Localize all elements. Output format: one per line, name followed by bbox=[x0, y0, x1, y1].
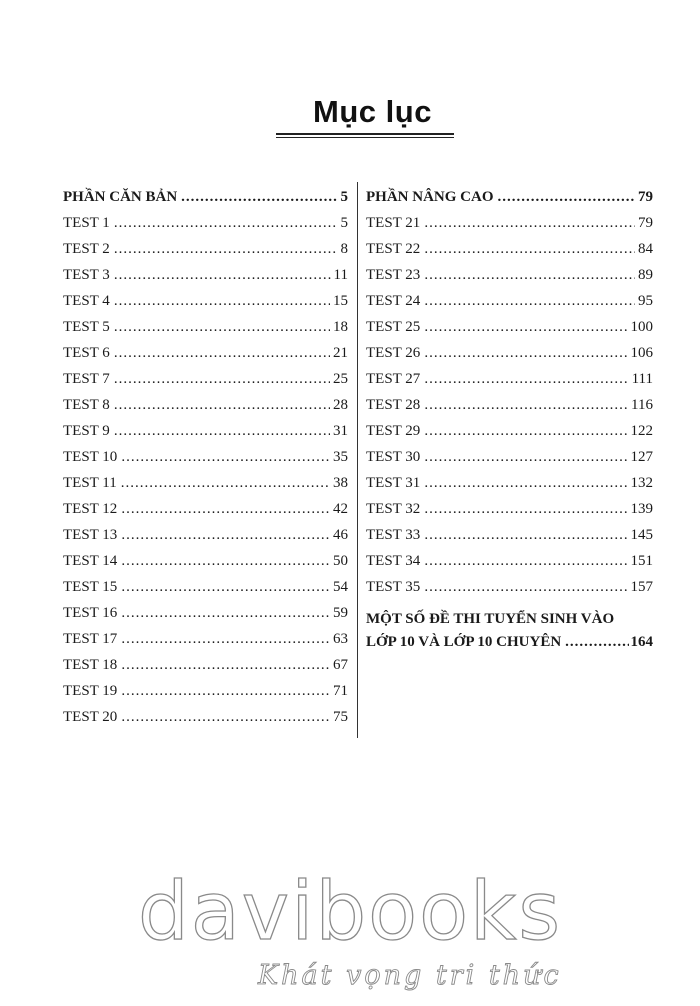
dot-leader bbox=[424, 262, 635, 288]
dot-leader bbox=[498, 184, 636, 210]
toc-right-column bbox=[366, 184, 653, 654]
page-number: 164 bbox=[630, 634, 653, 650]
dot-leader bbox=[424, 288, 635, 314]
toc-entry-label: TEST 14 bbox=[63, 553, 118, 569]
toc-entry-label: TEST 24 bbox=[366, 293, 421, 309]
toc-entry[interactable] bbox=[366, 288, 653, 314]
dot-leader bbox=[114, 288, 330, 314]
dot-leader bbox=[565, 631, 628, 654]
toc-entry-label: TEST 20 bbox=[63, 709, 118, 725]
dot-leader bbox=[121, 574, 330, 600]
page-number: 59 bbox=[333, 605, 348, 621]
toc-entry[interactable] bbox=[63, 340, 348, 366]
dot-leader bbox=[114, 314, 330, 340]
toc-entry-label: TEST 23 bbox=[366, 267, 421, 283]
dot-leader bbox=[424, 548, 627, 574]
page-number: 111 bbox=[631, 371, 653, 387]
toc-entry-label: TEST 8 bbox=[63, 397, 110, 413]
toc-left-column bbox=[63, 184, 348, 730]
toc-entry-label: TEST 32 bbox=[366, 501, 421, 517]
toc-entry-label: TEST 26 bbox=[366, 345, 421, 361]
toc-entry-label: TEST 11 bbox=[63, 475, 117, 491]
toc-entry[interactable] bbox=[366, 574, 653, 600]
page-title: Mục lục bbox=[313, 94, 432, 129]
toc-entry[interactable] bbox=[366, 392, 653, 418]
dot-leader bbox=[114, 210, 338, 236]
dot-leader bbox=[121, 548, 330, 574]
toc-entry[interactable] bbox=[63, 314, 348, 340]
toc-entry[interactable] bbox=[366, 470, 653, 496]
page-number: 5 bbox=[340, 215, 348, 231]
toc-entry[interactable] bbox=[63, 210, 348, 236]
toc-entry-label: TEST 2 bbox=[63, 241, 110, 257]
dot-leader bbox=[121, 626, 330, 652]
page-number: 157 bbox=[630, 579, 653, 595]
toc-entry[interactable] bbox=[63, 470, 348, 496]
toc-entry[interactable] bbox=[366, 548, 653, 574]
dot-leader bbox=[424, 210, 635, 236]
toc-entry-label: TEST 4 bbox=[63, 293, 110, 309]
publisher-logo-text: davibooks bbox=[137, 865, 563, 958]
column-divider bbox=[357, 182, 358, 738]
dot-leader bbox=[114, 262, 331, 288]
page-number: 79 bbox=[638, 189, 653, 205]
dot-leader bbox=[424, 236, 635, 262]
toc-entry[interactable] bbox=[63, 262, 348, 288]
toc-entry[interactable] bbox=[63, 366, 348, 392]
page-number: 63 bbox=[333, 631, 348, 647]
section-heading-label: PHẦN CĂN BẢN bbox=[63, 189, 178, 205]
page-number: 75 bbox=[333, 709, 348, 725]
page-number: 28 bbox=[333, 397, 348, 413]
dot-leader bbox=[114, 392, 330, 418]
toc-entry[interactable] bbox=[366, 444, 653, 470]
page-number: 139 bbox=[630, 501, 653, 517]
dot-leader bbox=[424, 366, 628, 392]
toc-entry-label: TEST 1 bbox=[63, 215, 110, 231]
toc-entry[interactable] bbox=[63, 652, 348, 678]
section-heading-basic[interactable] bbox=[63, 184, 348, 210]
page-number: 132 bbox=[630, 475, 653, 491]
page-number: 100 bbox=[630, 319, 653, 335]
dot-leader bbox=[114, 418, 330, 444]
dot-leader bbox=[121, 678, 330, 704]
page-number: 46 bbox=[333, 527, 348, 543]
dot-leader bbox=[424, 522, 627, 548]
toc-entry-label: TEST 33 bbox=[366, 527, 421, 543]
dot-leader bbox=[114, 366, 330, 392]
toc-entry-label: TEST 31 bbox=[366, 475, 421, 491]
toc-entry-label: TEST 34 bbox=[366, 553, 421, 569]
section-heading-label: PHẦN NÂNG CAO bbox=[366, 189, 494, 205]
dot-leader bbox=[424, 418, 627, 444]
title-underline bbox=[276, 133, 454, 135]
toc-entry[interactable] bbox=[63, 574, 348, 600]
page-number: 84 bbox=[638, 241, 653, 257]
dot-leader bbox=[121, 496, 330, 522]
entrance-exams-title-line1: MỘT SỐ ĐỀ THI TUYỂN SINH VÀO bbox=[366, 611, 615, 627]
page-number: 122 bbox=[630, 423, 653, 439]
toc-entry[interactable] bbox=[366, 496, 653, 522]
dot-leader bbox=[121, 470, 330, 496]
toc-entry[interactable] bbox=[366, 210, 653, 236]
toc-entry-label: TEST 5 bbox=[63, 319, 110, 335]
page-number: 79 bbox=[638, 215, 653, 231]
page-number: 38 bbox=[333, 475, 348, 491]
page-number: 31 bbox=[333, 423, 348, 439]
toc-entry[interactable] bbox=[63, 288, 348, 314]
toc-entry-label: TEST 28 bbox=[366, 397, 421, 413]
toc-entry-label: TEST 29 bbox=[366, 423, 421, 439]
toc-entry[interactable] bbox=[366, 366, 653, 392]
entrance-exams-title-line2: LỚP 10 VÀ LỚP 10 CHUYÊN bbox=[366, 634, 562, 650]
dot-leader bbox=[424, 574, 627, 600]
page-number: 42 bbox=[333, 501, 348, 517]
toc-entry-label: TEST 35 bbox=[366, 579, 421, 595]
dot-leader bbox=[121, 652, 330, 678]
toc-entry[interactable] bbox=[366, 418, 653, 444]
toc-entry[interactable] bbox=[63, 392, 348, 418]
dot-leader bbox=[424, 470, 627, 496]
toc-entry-label: TEST 10 bbox=[63, 449, 118, 465]
section-heading-advanced[interactable] bbox=[366, 184, 653, 210]
title-underline-thin bbox=[276, 137, 454, 138]
dot-leader bbox=[424, 392, 628, 418]
toc-entry[interactable] bbox=[63, 626, 348, 652]
toc-entry-label: TEST 21 bbox=[366, 215, 421, 231]
dot-leader bbox=[424, 444, 627, 470]
toc-entry-label: TEST 13 bbox=[63, 527, 118, 543]
page-number: 18 bbox=[333, 319, 348, 335]
toc-entry[interactable] bbox=[63, 496, 348, 522]
page-number: 50 bbox=[333, 553, 348, 569]
toc-entry-label: TEST 7 bbox=[63, 371, 110, 387]
toc-entry[interactable] bbox=[63, 418, 348, 444]
dot-leader bbox=[181, 184, 337, 210]
dot-leader bbox=[121, 444, 330, 470]
page-number: 8 bbox=[340, 241, 348, 257]
toc-entry-label: TEST 27 bbox=[366, 371, 421, 387]
toc-entry[interactable] bbox=[63, 444, 348, 470]
toc-entry[interactable] bbox=[63, 678, 348, 704]
toc-entry-label: TEST 15 bbox=[63, 579, 118, 595]
dot-leader bbox=[121, 522, 330, 548]
page-number: 71 bbox=[333, 683, 348, 699]
toc-entry[interactable] bbox=[63, 236, 348, 262]
page-number: 145 bbox=[630, 527, 653, 543]
toc-entry-entrance-exams[interactable] bbox=[366, 608, 653, 654]
toc-entry-label: TEST 25 bbox=[366, 319, 421, 335]
toc-entry-label: TEST 9 bbox=[63, 423, 110, 439]
toc-entry[interactable] bbox=[366, 262, 653, 288]
toc-entry-label: TEST 3 bbox=[63, 267, 110, 283]
page-number: 21 bbox=[333, 345, 348, 361]
dot-leader bbox=[114, 340, 330, 366]
page-number: 127 bbox=[630, 449, 653, 465]
page-number: 116 bbox=[631, 397, 653, 413]
toc-entry-label: TEST 22 bbox=[366, 241, 421, 257]
page-number: 25 bbox=[333, 371, 348, 387]
dot-leader bbox=[121, 600, 330, 626]
toc-entry-label: TEST 30 bbox=[366, 449, 421, 465]
page-number: 89 bbox=[638, 267, 653, 283]
toc-entry-label: TEST 17 bbox=[63, 631, 118, 647]
dot-leader bbox=[424, 314, 627, 340]
page-number: 5 bbox=[340, 189, 348, 205]
toc-entry[interactable] bbox=[366, 340, 653, 366]
toc-entry[interactable] bbox=[366, 522, 653, 548]
toc-entry[interactable] bbox=[63, 522, 348, 548]
toc-entry[interactable] bbox=[63, 548, 348, 574]
page-number: 15 bbox=[333, 293, 348, 309]
dot-leader bbox=[424, 340, 627, 366]
toc-entry-label: TEST 19 bbox=[63, 683, 118, 699]
toc-entry[interactable] bbox=[63, 704, 348, 730]
page-number: 54 bbox=[333, 579, 348, 595]
toc-entry-label: TEST 18 bbox=[63, 657, 118, 673]
toc-entry-list bbox=[63, 210, 348, 730]
page-number: 67 bbox=[333, 657, 348, 673]
toc-entry[interactable] bbox=[366, 236, 653, 262]
page-number: 95 bbox=[638, 293, 653, 309]
toc-entry-label: TEST 6 bbox=[63, 345, 110, 361]
publisher-tagline: Khát vọng tri thức bbox=[258, 960, 562, 991]
page-number: 11 bbox=[333, 267, 348, 283]
dot-leader bbox=[121, 704, 330, 730]
toc-entry-list bbox=[366, 210, 653, 600]
toc-entry[interactable] bbox=[63, 600, 348, 626]
dot-leader bbox=[114, 236, 338, 262]
toc-entry-label: TEST 12 bbox=[63, 501, 118, 517]
page-number: 35 bbox=[333, 449, 348, 465]
toc-entry-label: TEST 16 bbox=[63, 605, 118, 621]
page-number: 151 bbox=[630, 553, 653, 569]
dot-leader bbox=[424, 496, 627, 522]
page-number: 106 bbox=[630, 345, 653, 361]
toc-entry[interactable] bbox=[366, 314, 653, 340]
